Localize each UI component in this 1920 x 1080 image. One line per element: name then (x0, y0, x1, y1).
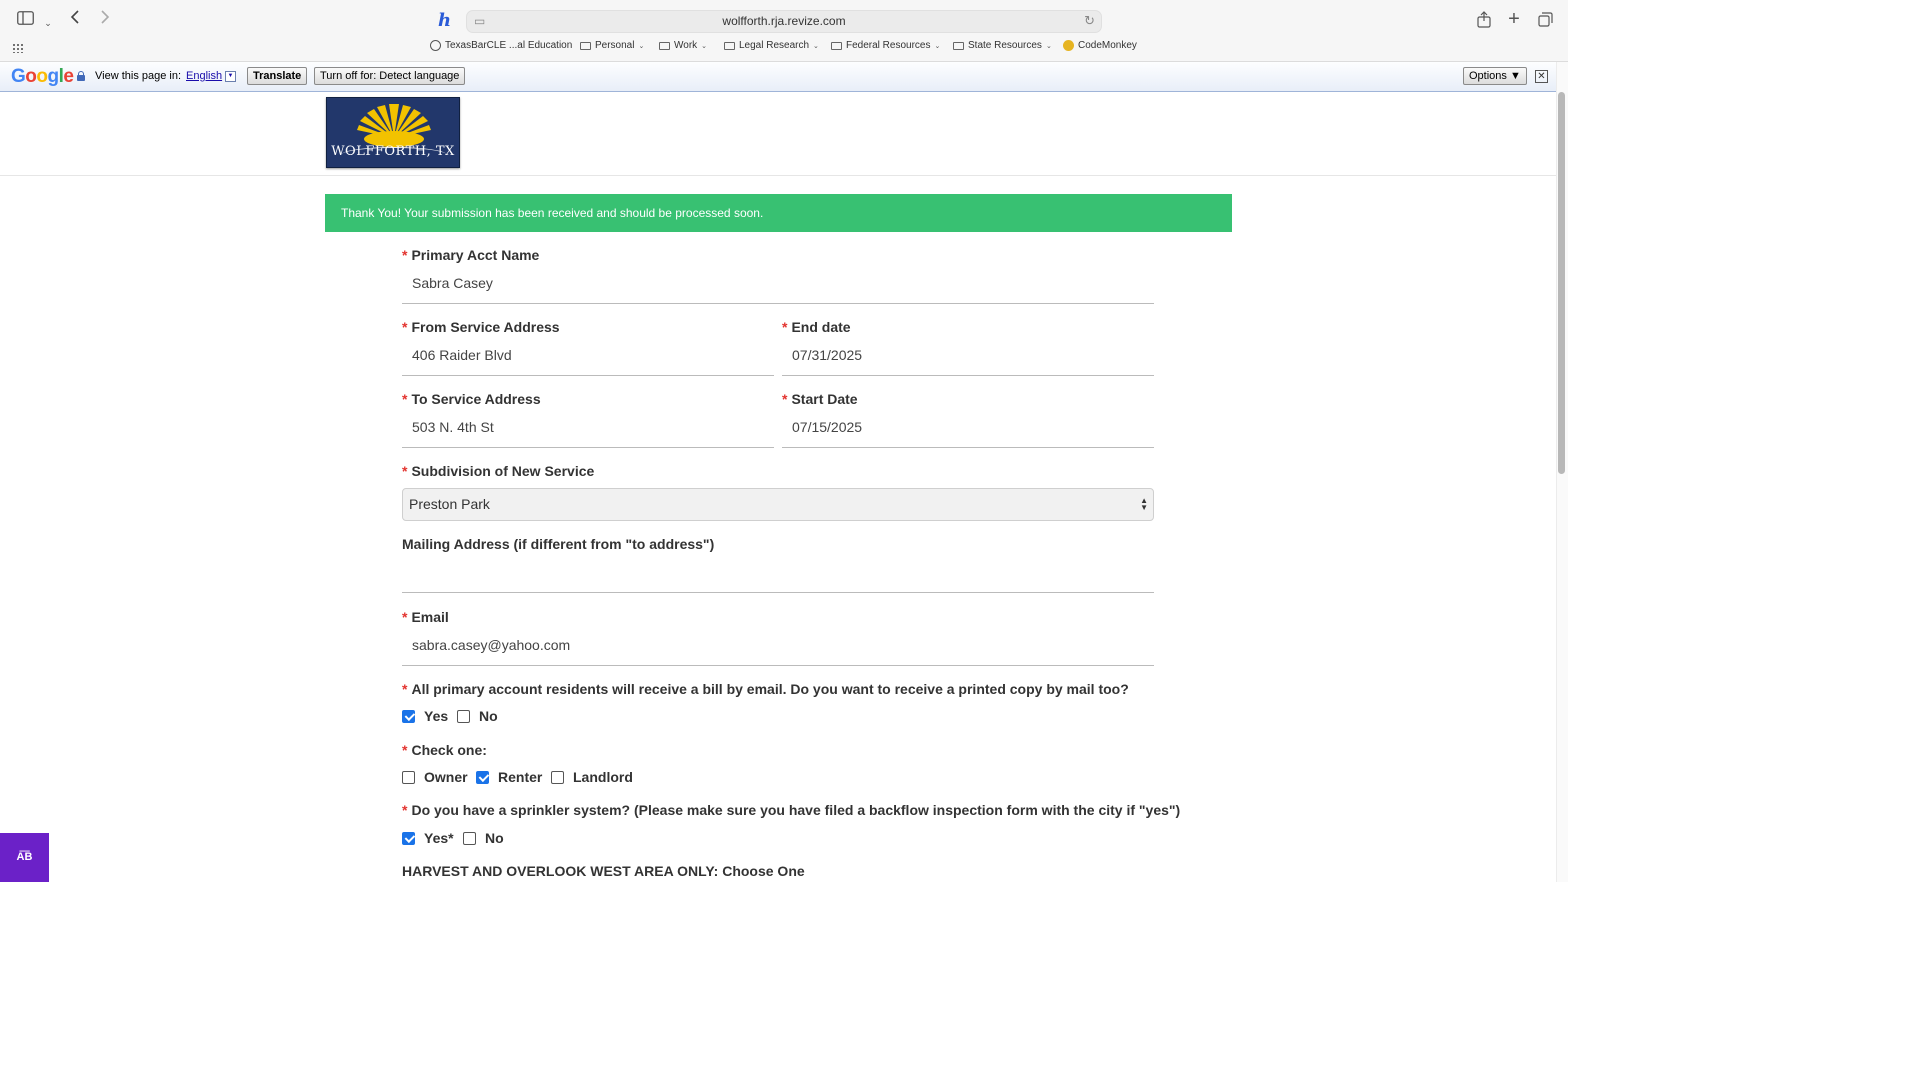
required-asterisk: * (402, 247, 408, 263)
chevron-down-icon: ⌄ (701, 42, 708, 50)
tab-overview-icon[interactable] (1536, 12, 1554, 33)
harvest-overlook-heading: HARVEST AND OVERLOOK WEST AREA ONLY: Choose One (402, 863, 805, 879)
start-date-label: * Start Date (782, 391, 858, 407)
bookmark-folder-work[interactable] (659, 40, 707, 51)
folder-icon (659, 42, 670, 50)
back-arrow-icon[interactable] (66, 10, 84, 30)
bookmark-label: CodeMonkey (1078, 40, 1137, 51)
close-icon[interactable]: ✕ (1535, 70, 1548, 83)
required-asterisk: * (782, 319, 788, 335)
wolfforth-logo[interactable] (326, 97, 460, 168)
chevron-down-icon: ⌄ (934, 42, 941, 50)
required-asterisk: * (402, 681, 408, 697)
bookmarks-bar (0, 40, 1568, 58)
bookmark-label: Federal Resources (846, 40, 931, 51)
subdivision-label: * Subdivision of New Service (402, 463, 595, 479)
bookmark-folder-federal-resources[interactable] (831, 40, 940, 51)
bookmark-folder-personal[interactable] (580, 40, 644, 51)
landlord-option[interactable] (551, 769, 633, 785)
url-text[interactable]: wolfforth.rja.revize.com (722, 14, 846, 28)
to-service-address-input[interactable]: 503 N. 4th St (402, 412, 774, 448)
sprinkler-no-option[interactable] (463, 830, 504, 846)
email-input[interactable]: sabra.casey@yahoo.com (402, 630, 1154, 666)
required-asterisk: * (402, 391, 408, 407)
turn-off-button[interactable]: Turn off for: Detect language (314, 67, 465, 85)
forward-arrow-icon[interactable] (96, 10, 114, 30)
renter-option[interactable] (476, 769, 542, 785)
option-label: No (479, 708, 498, 724)
required-asterisk: * (402, 463, 408, 479)
checkbox-unchecked[interactable] (457, 710, 470, 723)
from-service-address-input[interactable]: 406 Raider Blvd (402, 340, 774, 376)
select-arrows-icon: ▲ ▼ (1140, 496, 1148, 512)
option-label: Yes (424, 708, 449, 724)
required-asterisk: * (782, 391, 788, 407)
translate-button[interactable]: Translate (247, 67, 307, 85)
printed-copy-yes-option[interactable] (402, 708, 448, 724)
chevron-down-icon: ⌄ (638, 42, 645, 50)
option-label: Renter (498, 769, 543, 785)
option-label: Yes* (424, 830, 454, 846)
folder-icon (724, 42, 735, 50)
success-alert: Thank You! Your submission has been received and should be processed soon. (325, 194, 1232, 232)
start-date-input[interactable]: 07/15/2025 (782, 412, 1154, 448)
email-label: * Email (402, 609, 449, 625)
checkbox-unchecked[interactable] (402, 771, 415, 784)
accessibility-widget-button[interactable]: A͞B (0, 833, 49, 882)
translate-prompt: View this page in: (95, 70, 182, 82)
option-label: No (485, 830, 504, 846)
folder-icon (831, 42, 842, 50)
browser-toolbar (0, 0, 1568, 62)
end-date-label: * End date (782, 319, 851, 335)
address-bar[interactable] (466, 10, 1102, 33)
required-asterisk: * (402, 742, 408, 758)
bookmark-folder-legal-research[interactable] (724, 40, 819, 51)
banana-icon (1063, 40, 1074, 51)
chevron-down-icon: ⌄ (1045, 42, 1052, 50)
scrollbar-thumb[interactable] (1558, 92, 1565, 474)
primary-acct-name-label: * Primary Acct Name (402, 247, 540, 263)
share-icon[interactable] (1475, 11, 1493, 34)
owner-option[interactable] (402, 769, 468, 785)
checkbox-checked[interactable] (476, 771, 489, 784)
option-label: Landlord (573, 769, 633, 785)
options-button[interactable]: Options ▼ (1463, 67, 1527, 85)
extension-h-icon[interactable]: h (438, 10, 452, 31)
bookmark-label: Personal (595, 40, 635, 51)
primary-acct-name-input[interactable]: Sabra Casey (402, 268, 1154, 304)
bookmark-label: TexasBarCLE ...al Education (445, 40, 573, 51)
new-tab-plus-icon[interactable]: + (1508, 8, 1520, 30)
required-asterisk: * (402, 609, 408, 625)
lock-icon (77, 71, 85, 81)
sprinkler-yes-option[interactable] (402, 830, 454, 846)
sunburst-icon (327, 98, 460, 148)
folder-icon (953, 42, 964, 50)
chevron-down-icon[interactable]: ⌄ (44, 18, 52, 28)
bookmark-codemonkey[interactable] (1063, 40, 1137, 51)
bookmark-label: Work (674, 40, 698, 51)
subdivision-selected-value: Preston Park (409, 496, 490, 512)
printed-copy-question: * All primary account residents will receive a bill by email. Do you want to receive a printed copy by mail too? (402, 681, 1129, 697)
from-service-address-label: * From Service Address (402, 319, 560, 335)
google-translate-bar (0, 62, 1556, 92)
bookmark-folder-state-resources[interactable] (953, 40, 1052, 51)
google-logo: Google (11, 66, 74, 87)
site-settings-icon[interactable]: ▭ (474, 14, 486, 28)
checkbox-checked[interactable] (402, 832, 415, 845)
sidebar-toggle-icon[interactable] (16, 11, 34, 31)
mailing-address-input[interactable] (402, 557, 1154, 593)
required-asterisk: * (402, 802, 408, 818)
checkbox-checked[interactable] (402, 710, 415, 723)
texasbarcle-icon (430, 40, 441, 51)
required-asterisk: * (402, 319, 408, 335)
checkbox-unchecked[interactable] (551, 771, 564, 784)
bookmark-label: Legal Research (739, 40, 810, 51)
language-link[interactable]: English (186, 70, 223, 82)
folder-icon (580, 42, 591, 50)
mailing-address-label: Mailing Address (if different from "to address") (402, 536, 715, 552)
chevron-down-icon: ⌄ (813, 42, 819, 50)
logo-text: WOLFFORTH, TX (331, 144, 455, 159)
check-one-label: * Check one: (402, 742, 487, 758)
to-service-address-label: * To Service Address (402, 391, 541, 407)
site-header (0, 93, 1556, 176)
sprinkler-question: * Do you have a sprinkler system? (Please make sure you have filed a backflow inspection form with the city if "yes") (402, 802, 1181, 818)
bookmark-label: State Resources (968, 40, 1042, 51)
subdivision-select[interactable] (402, 488, 1154, 521)
checkbox-unchecked[interactable] (463, 832, 476, 845)
language-dropdown-icon[interactable]: ▼ (225, 71, 236, 82)
printed-copy-no-option[interactable] (457, 708, 498, 724)
option-label: Owner (424, 769, 468, 785)
end-date-input[interactable]: 07/31/2025 (782, 340, 1154, 376)
bookmark-texasbarcle[interactable] (430, 40, 572, 51)
reload-icon[interactable]: ↻ (1084, 13, 1095, 28)
